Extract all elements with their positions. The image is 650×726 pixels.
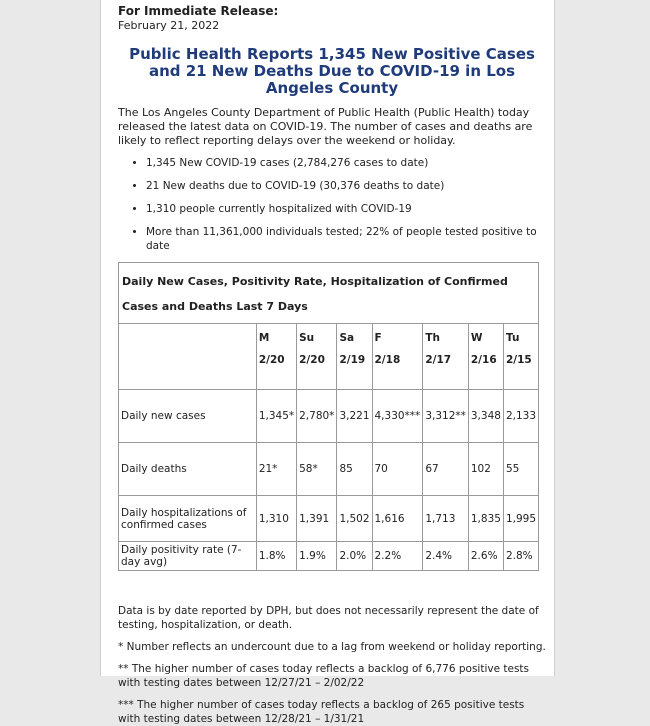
header-cell: Su 2/20 <box>297 324 337 390</box>
table-cell: 1,835 <box>468 496 503 542</box>
table-cell: 1,995 <box>503 496 538 542</box>
table-cell: 58* <box>297 443 337 496</box>
list-item: • 1,310 people currently hospitalized with COVID-19 <box>146 202 546 216</box>
table-row <box>119 542 539 571</box>
table-title: Daily New Cases, Positivity Rate, Hospitalization of Confirmed Cases and Deaths Last 7 Days <box>119 263 539 324</box>
table-cell: 1.8% <box>256 542 296 571</box>
table-cell: 1,502 <box>337 496 372 542</box>
header-cell: Th 2/17 <box>423 324 469 390</box>
table-cell: 102 <box>468 443 503 496</box>
table-cell: 2.6% <box>468 542 503 571</box>
headline: Public Health Reports 1,345 New Positive Cases and 21 New Deaths Due to COVID-19 in Los Angeles County <box>129 45 535 97</box>
row-label: Daily new cases <box>119 390 257 443</box>
header-cell: Tu 2/15 <box>503 324 538 390</box>
intro-paragraph: The Los Angeles County Department of Public Health (Public Health) today released the latest data on COVID-19. The number of cases and deaths are likely to reflect reporting delays over the weekend or holiday. <box>118 106 533 147</box>
row-label: Daily positivity rate (7-day avg) <box>119 542 257 571</box>
header-cell: Sa 2/19 <box>337 324 372 390</box>
footnotes <box>118 604 546 726</box>
table-cell: 3,312** <box>423 390 469 443</box>
list-item: • More than 11,361,000 individuals tested; 22% of people tested positive to date <box>146 225 546 253</box>
table-cell: 1,391 <box>297 496 337 542</box>
footnote: * Number reflects an undercount due to a lag from weekend or holiday reporting. <box>118 641 546 653</box>
table-header-row <box>119 324 539 390</box>
table-cell: 67 <box>423 443 469 496</box>
list-item: • 1,345 New COVID-19 cases (2,784,276 cases to date) <box>146 156 546 170</box>
header-cell: M 2/20 <box>256 324 296 390</box>
table-cell: 2,133 <box>503 390 538 443</box>
row-label: Daily deaths <box>119 443 257 496</box>
row-label: Daily hospitalizations of confirmed cases <box>119 496 257 542</box>
release-date: February 21, 2022 <box>118 19 220 32</box>
header-blank-cell <box>119 324 257 390</box>
table-cell: 4,330*** <box>372 390 423 443</box>
header-cell: F 2/18 <box>372 324 423 390</box>
seven-day-table <box>118 262 539 571</box>
press-release-page <box>100 0 555 725</box>
table-cell: 2,780* <box>297 390 337 443</box>
table-title-row <box>119 263 539 324</box>
release-label: For Immediate Release: <box>118 4 279 18</box>
table-cell: 1,713 <box>423 496 469 542</box>
list-item: • 21 New deaths due to COVID-19 (30,376 deaths to date) <box>146 179 546 193</box>
table-cell: 21* <box>256 443 296 496</box>
table-cell: 85 <box>337 443 372 496</box>
footnote: Data is by date reported by DPH, but does not necessarily represent the date of testing, hospitalization, or death. <box>118 605 539 631</box>
key-stats-list <box>118 156 546 253</box>
header-cell: W 2/16 <box>468 324 503 390</box>
table-cell: 2.0% <box>337 542 372 571</box>
table-cell: 1,310 <box>256 496 296 542</box>
table-cell: 3,221 <box>337 390 372 443</box>
table-cell: 1,345* <box>256 390 296 443</box>
table-row <box>119 390 539 443</box>
table-row <box>119 496 539 542</box>
table-row <box>119 443 539 496</box>
footnote: *** The higher number of cases today reflects a backlog of 265 positive tests with testing dates between 12/28/21 – 1/31/21 <box>118 699 525 725</box>
table-cell: 1,616 <box>372 496 423 542</box>
footnote: ** The higher number of cases today reflects a backlog of 6,776 positive tests with testing dates between 12/27/21 – 2/02/22 <box>118 663 530 689</box>
table-cell: 2.2% <box>372 542 423 571</box>
table-cell: 1.9% <box>297 542 337 571</box>
table-cell: 55 <box>503 443 538 496</box>
table-cell: 70 <box>372 443 423 496</box>
table-cell: 2.8% <box>503 542 538 571</box>
table-cell: 3,348 <box>468 390 503 443</box>
table-cell: 2.4% <box>423 542 469 571</box>
